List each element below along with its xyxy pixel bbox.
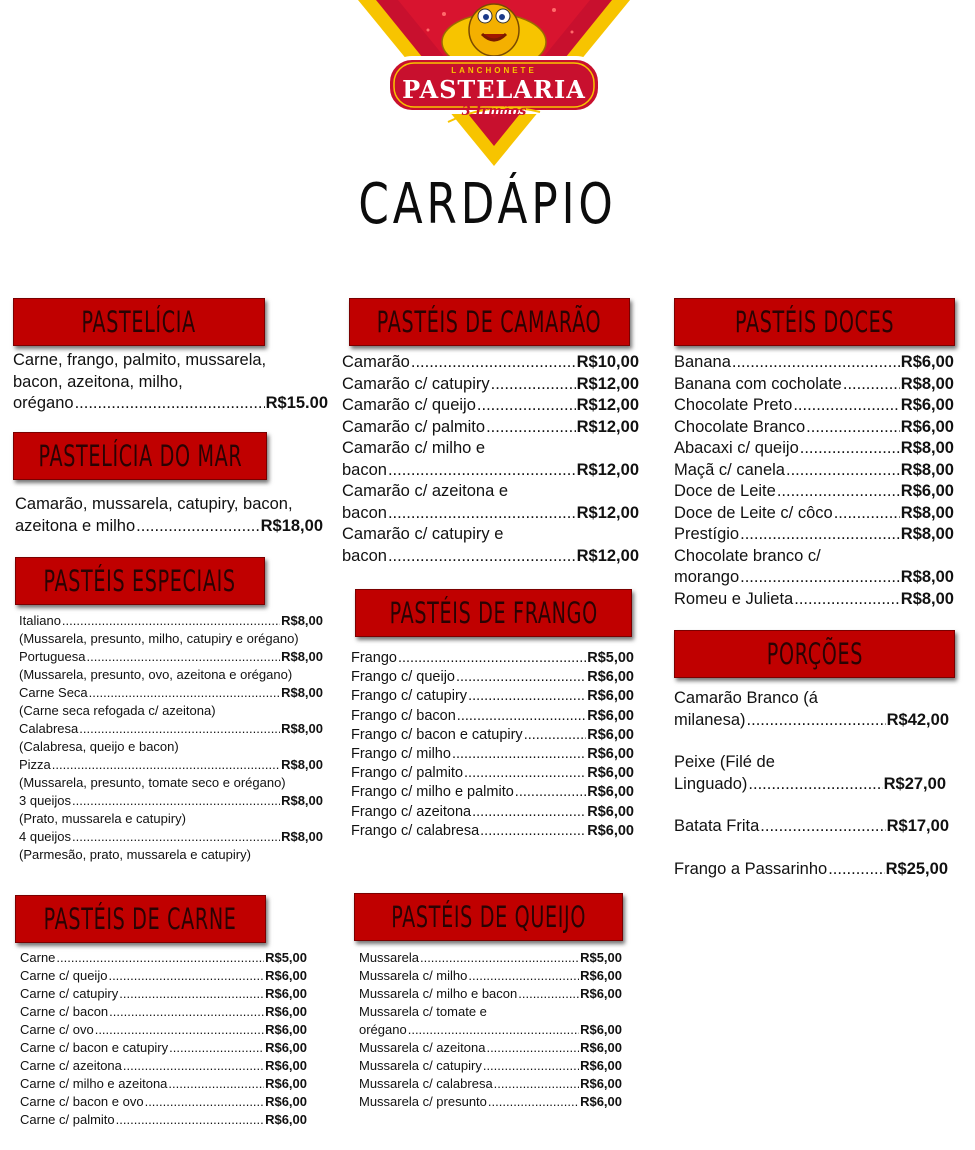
item-name: Mussarela c/ catupiry xyxy=(359,1058,482,1073)
menu-item xyxy=(19,684,323,702)
menu-item xyxy=(20,1021,307,1039)
item-price: R$12,00 xyxy=(576,460,639,479)
item-price: R$6,00 xyxy=(580,968,622,983)
menu-item xyxy=(674,352,954,374)
menu-item xyxy=(19,828,323,846)
item-name: bacon xyxy=(342,546,387,565)
logo-top-text: LANCHONETE xyxy=(451,66,537,75)
item-name-line: Camarão Branco (á xyxy=(674,689,818,707)
menu-item xyxy=(674,417,954,439)
menu-item xyxy=(359,1075,622,1093)
menu-item xyxy=(674,774,946,796)
item-name: Carne c/ milho e azeitona xyxy=(20,1076,168,1091)
menu-item xyxy=(19,720,323,738)
item-price: R$5,00 xyxy=(580,950,622,965)
menu-item xyxy=(19,648,323,666)
item-price: R$12,00 xyxy=(576,546,639,565)
item-price: R$6,00 xyxy=(265,1004,307,1019)
menu-item xyxy=(359,1021,622,1039)
item-name: Mussarela c/ azeitona xyxy=(359,1040,486,1055)
item-description: (Parmesão, prato, mussarela e catupiry) xyxy=(19,847,251,862)
item-price: R$6,00 xyxy=(900,353,954,371)
item-price: R$12,00 xyxy=(576,417,639,436)
item-name: Pizza xyxy=(19,757,51,772)
item-price: R$8,00 xyxy=(900,460,954,479)
item-description: (Mussarela, presunto, ovo, azeitona e orégano) xyxy=(19,667,293,682)
section-title: PASTÉIS DE CARNE xyxy=(44,902,237,936)
item-price: R$6,00 xyxy=(587,765,634,782)
item-price: R$15.00 xyxy=(265,394,328,412)
menu-item xyxy=(674,374,954,396)
menu-item xyxy=(674,395,954,417)
item-name: Batata Frita xyxy=(674,817,760,835)
item-price: R$6,00 xyxy=(265,1040,307,1055)
section-banner xyxy=(674,630,955,678)
section-title: PASTÉIS DE QUEIJO xyxy=(391,900,586,934)
section-banner xyxy=(355,589,632,637)
menu-item xyxy=(342,352,639,374)
section-title: PASTÉIS DOCES xyxy=(734,305,895,339)
item-price: R$6,00 xyxy=(587,669,634,686)
item-price: R$5,00 xyxy=(265,950,307,965)
item-name: Mussarela xyxy=(359,950,419,965)
item-description: (Carne seca refogada c/ azeitona) xyxy=(19,703,216,718)
item-price: R$25,00 xyxy=(885,859,948,878)
item-price: R$6,00 xyxy=(265,1094,307,1109)
item-name: Camarão c/ queijo xyxy=(342,396,476,414)
menu-item xyxy=(342,395,639,417)
section-pastelicia-mar xyxy=(13,432,323,537)
item-price: R$8,00 xyxy=(281,829,323,844)
item-description: (Mussarela, presunto, tomate seco e orégano) xyxy=(19,775,286,790)
item-name: Prestígio xyxy=(674,525,740,543)
menu-item xyxy=(20,1057,307,1075)
item-name: Doce de Leite xyxy=(674,482,776,500)
item-name: Doce de Leite c/ côco xyxy=(674,503,833,522)
item-price: R$6,00 xyxy=(587,726,634,743)
menu-item xyxy=(15,516,323,538)
item-name: Frango c/ milho e palmito xyxy=(351,784,514,801)
item-description: (Mussarela, presunto, milho, catupiry e orégano) xyxy=(19,631,299,646)
item-name: Mussarela c/ calabresa xyxy=(359,1076,493,1091)
item-price: R$6,00 xyxy=(587,784,634,801)
item-name: Carne c/ catupiry xyxy=(20,986,119,1001)
item-name: Mussarela c/ milho e bacon xyxy=(359,986,518,1001)
item-price: R$18,00 xyxy=(260,516,323,535)
item-name: Chocolate Preto xyxy=(674,396,793,414)
section-banner xyxy=(354,893,623,941)
page-title: CARDÁPIO xyxy=(358,172,617,237)
item-name: Carne c/ bacon xyxy=(20,1004,109,1019)
item-name: orégano xyxy=(359,1022,407,1037)
item-name: 4 queijos xyxy=(19,829,72,844)
menu-item xyxy=(20,1003,307,1021)
menu-item xyxy=(20,1111,307,1129)
menu-item xyxy=(359,1039,622,1057)
item-price: R$8,00 xyxy=(281,721,323,736)
item-name: Carne c/ ovo xyxy=(20,1022,94,1037)
item-price: R$6,00 xyxy=(587,746,634,763)
item-name: Carne Seca xyxy=(19,685,88,700)
menu-item xyxy=(342,460,639,482)
menu-item xyxy=(20,1039,307,1057)
item-name: bacon xyxy=(342,503,387,522)
item-name: Frango c/ azeitona xyxy=(351,803,472,820)
menu-item xyxy=(674,460,954,482)
section-banner xyxy=(15,557,265,605)
menu-item xyxy=(351,745,634,764)
item-price: R$6,00 xyxy=(580,1058,622,1073)
menu-item xyxy=(342,374,639,396)
menu-item xyxy=(342,546,639,568)
item-price: R$8,00 xyxy=(281,649,323,664)
menu-item xyxy=(20,985,307,1003)
item-name: Frango c/ calabresa xyxy=(351,822,480,839)
item-name: Frango xyxy=(351,650,397,666)
item-name: Frango c/ catupiry xyxy=(351,688,468,705)
item-name: Banana com cocholate xyxy=(674,374,842,393)
item-name: Frango c/ queijo xyxy=(351,669,455,686)
menu-item xyxy=(359,985,622,1003)
item-price: R$5,00 xyxy=(587,650,634,666)
item-price: R$6,00 xyxy=(265,986,307,1001)
menu-item xyxy=(359,1093,622,1111)
item-name-line: Peixe (Filé de xyxy=(674,753,775,771)
item-name: Linguado) xyxy=(674,774,748,793)
section-banner xyxy=(13,298,265,346)
item-name: Frango c/ bacon e catupiry xyxy=(351,726,523,743)
item-name-line: Mussarela c/ tomate e xyxy=(359,1004,487,1019)
item-name-line: Camarão c/ azeitona e xyxy=(342,482,509,500)
item-name: Carne c/ azeitona xyxy=(20,1058,122,1073)
item-price: R$12,00 xyxy=(576,396,639,414)
item-price: R$8,00 xyxy=(281,757,323,772)
menu-item xyxy=(674,438,954,460)
item-name: Frango c/ bacon xyxy=(351,707,456,724)
item-name: morango xyxy=(674,568,740,586)
item-price: R$8,00 xyxy=(900,589,954,608)
item-price: R$27,00 xyxy=(883,774,946,793)
item-name: Mussarela c/ milho xyxy=(359,968,468,983)
item-price: R$6,00 xyxy=(900,417,954,436)
section-pastelicia xyxy=(13,298,328,415)
menu-item xyxy=(351,707,634,726)
item-name: Abacaxi c/ queijo xyxy=(674,439,799,457)
item-price: R$8,00 xyxy=(900,525,954,543)
menu-item xyxy=(674,710,949,732)
menu-item xyxy=(351,764,634,783)
item-name: Carne xyxy=(20,950,56,965)
menu-item xyxy=(359,949,622,967)
menu-item xyxy=(13,393,328,415)
menu-item xyxy=(359,1057,622,1075)
item-price: R$6,00 xyxy=(900,396,954,414)
menu-item xyxy=(351,783,634,802)
logo-subtitle: 3 Irmãos xyxy=(461,104,527,119)
section-title: PASTELÍCIA xyxy=(81,305,197,339)
menu-item xyxy=(351,822,634,841)
section-banner xyxy=(674,298,955,346)
item-price: R$42,00 xyxy=(886,710,949,729)
menu-item xyxy=(351,803,634,822)
item-name: Frango c/ palmito xyxy=(351,765,464,782)
item-name: Frango a Passarinho xyxy=(674,859,828,878)
item-description: (Prato, mussarela e catupiry) xyxy=(19,811,186,826)
item-price: R$10,00 xyxy=(576,353,639,371)
section-porcoes xyxy=(674,630,954,880)
item-name: Carne c/ bacon e ovo xyxy=(20,1094,144,1109)
item-name-line: Chocolate branco c/ xyxy=(674,546,821,565)
menu-item xyxy=(674,589,954,611)
menu-item xyxy=(674,816,949,838)
item-name: Camarão c/ catupiry xyxy=(342,374,490,393)
section-banner xyxy=(13,432,267,480)
menu-item xyxy=(20,1093,307,1111)
menu-item xyxy=(19,612,323,630)
menu-item xyxy=(674,503,954,525)
item-price: R$6,00 xyxy=(587,822,634,839)
menu-item xyxy=(674,567,954,589)
section-queijo xyxy=(354,893,622,1111)
description-line: Carne, frango, palmito, mussarela, xyxy=(13,351,267,369)
section-title: PORÇÕES xyxy=(766,637,863,671)
item-name-line: Camarão c/ catupiry e xyxy=(342,525,504,543)
section-title: PASTÉIS DE CAMARÃO xyxy=(377,305,602,339)
menu-item xyxy=(351,649,634,668)
item-name: Carne c/ bacon e catupiry xyxy=(20,1040,169,1055)
item-name: bacon xyxy=(342,460,387,479)
section-especiais xyxy=(15,557,323,864)
section-frango xyxy=(351,589,634,841)
menu-item xyxy=(359,967,622,985)
item-price: R$8,00 xyxy=(281,685,323,700)
item-name: azeitona e milho xyxy=(15,516,136,535)
menu-item xyxy=(351,726,634,745)
menu-item xyxy=(20,1075,307,1093)
item-price: R$6,00 xyxy=(580,986,622,1001)
menu-item xyxy=(351,687,634,706)
menu-item xyxy=(19,792,323,810)
item-price: R$8,00 xyxy=(281,613,323,628)
item-price: R$6,00 xyxy=(587,707,634,724)
menu-item xyxy=(674,481,954,503)
item-name: milanesa) xyxy=(674,710,746,729)
description-line: bacon, azeitona, milho, xyxy=(13,372,183,391)
item-price: R$8,00 xyxy=(900,568,954,586)
item-price: R$6,00 xyxy=(265,1058,307,1073)
section-banner xyxy=(349,298,630,346)
menu-item xyxy=(20,949,307,967)
menu-item xyxy=(351,668,634,687)
logo xyxy=(358,0,630,168)
item-name: 3 queijos xyxy=(19,793,72,808)
item-price: R$6,00 xyxy=(580,1022,622,1037)
section-title: PASTÉIS DE FRANGO xyxy=(389,596,598,630)
item-description: (Calabresa, queijo e bacon) xyxy=(19,739,179,754)
menu-item xyxy=(342,503,639,525)
menu-item xyxy=(674,859,948,881)
item-name: Camarão c/ palmito xyxy=(342,417,486,436)
item-price: R$8,00 xyxy=(900,439,954,457)
item-price: R$6,00 xyxy=(265,968,307,983)
menu-item xyxy=(674,524,954,546)
menu-item xyxy=(19,756,323,774)
item-price: R$8,00 xyxy=(281,793,323,808)
item-name: Chocolate Branco xyxy=(674,417,806,436)
item-price: R$17,00 xyxy=(886,817,949,835)
item-name: Romeu e Julieta xyxy=(674,589,794,608)
item-name: Calabresa xyxy=(19,721,79,736)
item-price: R$6,00 xyxy=(580,1040,622,1055)
item-price: R$8,00 xyxy=(900,374,954,393)
item-price: R$6,00 xyxy=(265,1022,307,1037)
item-price: R$6,00 xyxy=(587,688,634,705)
logo-brand: PASTELARIA xyxy=(402,75,586,104)
section-camarao xyxy=(342,298,639,567)
item-name: Portuguesa xyxy=(19,649,86,664)
menu-item xyxy=(20,967,307,985)
item-price: R$8,00 xyxy=(900,503,954,522)
item-name: Frango c/ milho xyxy=(351,746,451,763)
section-carne xyxy=(15,895,307,1129)
item-price: R$12,00 xyxy=(576,374,639,393)
item-price: R$12,00 xyxy=(576,503,639,522)
item-name: Banana xyxy=(674,353,731,371)
item-price: R$6,00 xyxy=(900,482,954,500)
item-price: R$6,00 xyxy=(265,1076,307,1091)
item-price: R$6,00 xyxy=(265,1112,307,1127)
item-name: Carne c/ queijo xyxy=(20,968,108,983)
item-name: Camarão xyxy=(342,353,410,371)
item-name-line: Camarão c/ milho e xyxy=(342,439,486,457)
item-name: Mussarela c/ presunto xyxy=(359,1094,487,1109)
item-price: R$6,00 xyxy=(580,1094,622,1109)
menu-item xyxy=(342,417,639,439)
section-doces xyxy=(674,298,954,610)
item-name: orégano xyxy=(13,394,74,412)
section-banner xyxy=(15,895,266,943)
section-title: PASTELÍCIA DO MAR xyxy=(38,439,242,473)
item-price: R$6,00 xyxy=(587,803,634,820)
section-title: PASTÉIS ESPECIAIS xyxy=(43,564,237,598)
item-name: Carne c/ palmito xyxy=(20,1112,115,1127)
item-price: R$6,00 xyxy=(580,1076,622,1091)
item-name: Italiano xyxy=(19,613,61,628)
description-line: Camarão, mussarela, catupiry, bacon, xyxy=(15,495,293,513)
item-name: Maçã c/ canela xyxy=(674,460,785,479)
